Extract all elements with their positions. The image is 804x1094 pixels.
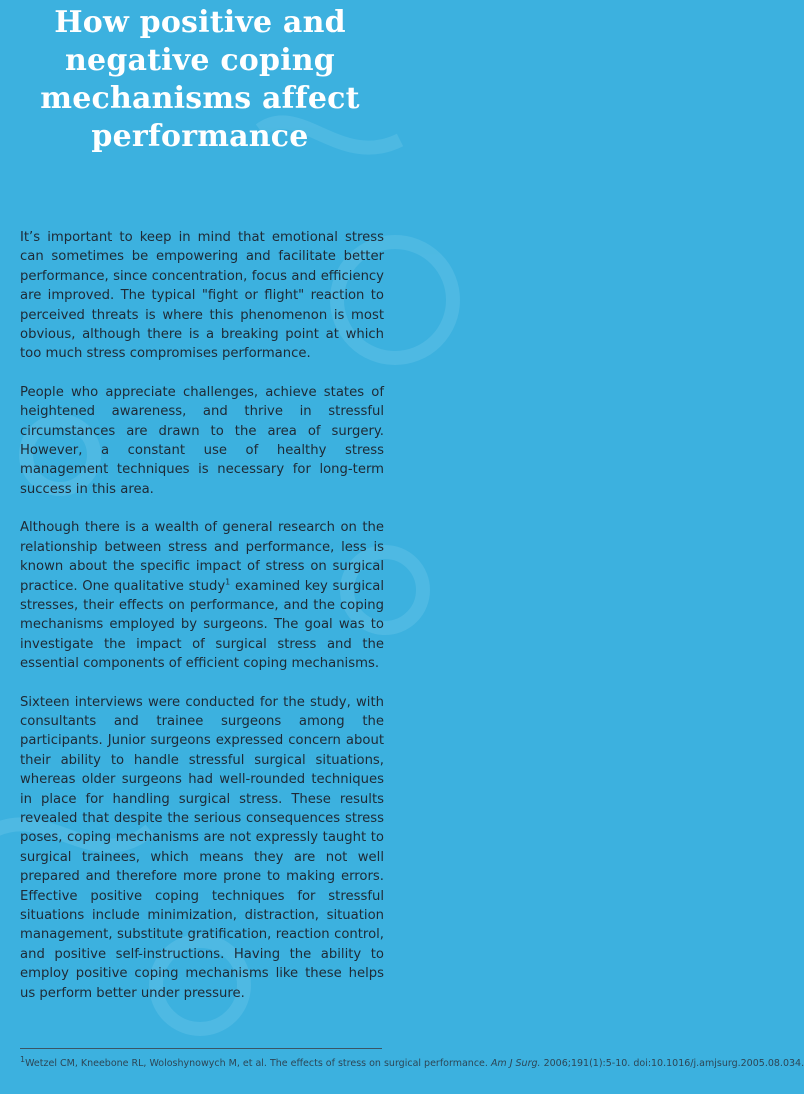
footnote-citation-a: Wetzel CM, Kneebone RL, Woloshynowych M, et al. The effects of stress on surgical performance. (25, 1058, 491, 1069)
paragraph-2: People who appreciate challenges, achieve states of heightened awareness, and thrive in stressful circumstances are drawn to the area of surgery. However, a constant use of healthy stress management techniques is necessary for long-term success in this area. (20, 384, 384, 497)
page-title: How positive and negative coping mechanisms affect performance (40, 5, 360, 154)
footnote-reference: 1 (225, 577, 231, 587)
paragraph-4: Sixteen interviews were conducted for the study, with consultants and trainee surgeons among the participants. Junior surgeons expressed concern about their ability to handle stressful surgical situations, whereas older surgeons had well-rounded techniques in place for handling surgical stress. These results revealed that despite the serious consequences stress poses, coping mechanisms are not expressly taught to surgical trainees, which means they are not well prepared and therefore more prone to making errors. Effective positive coping techniques for stressful situations include minimization, distraction, situation management, substitute gratification, reaction control, and positive self-instructions. Having the ability to employ positive coping mechanisms like these helps us perform better under pressure. (20, 694, 384, 1001)
footnote-divider (20, 1048, 382, 1049)
footnote (20, 1054, 804, 1072)
paragraph-3-text-b: examined key surgical stresses, their effects on performance, and the coping mechanisms employed by surgeons. The goal was to investigate the impact of surgical stress and the essential components of efficient coping mechanisms. (20, 578, 384, 672)
footnote-number: 1 (20, 1054, 26, 1064)
article-body (20, 228, 384, 1022)
footnote-citation-b: 2006;191(1):5-10. doi:10.1016/j.amjsurg.2005.08.034. (540, 1058, 804, 1069)
paragraph-3-text-a: Although there is a wealth of general research on the relationship between stress and performance, less is known about the specific impact of stress on surgical practice. One qualitative study (20, 520, 384, 594)
paragraph-1: It’s important to keep in mind that emotional stress can sometimes be empowering and facilitate better performance, since concentration, focus and efficiency are improved. The typical "fight or flight" reaction to perceived threats is where this phenomenon is most obvious, although there is a breaking point at which too much stress compromises performance. (20, 230, 384, 362)
paragraph-3 (20, 518, 384, 673)
footnote-journal: Am J Surg. (490, 1058, 541, 1069)
